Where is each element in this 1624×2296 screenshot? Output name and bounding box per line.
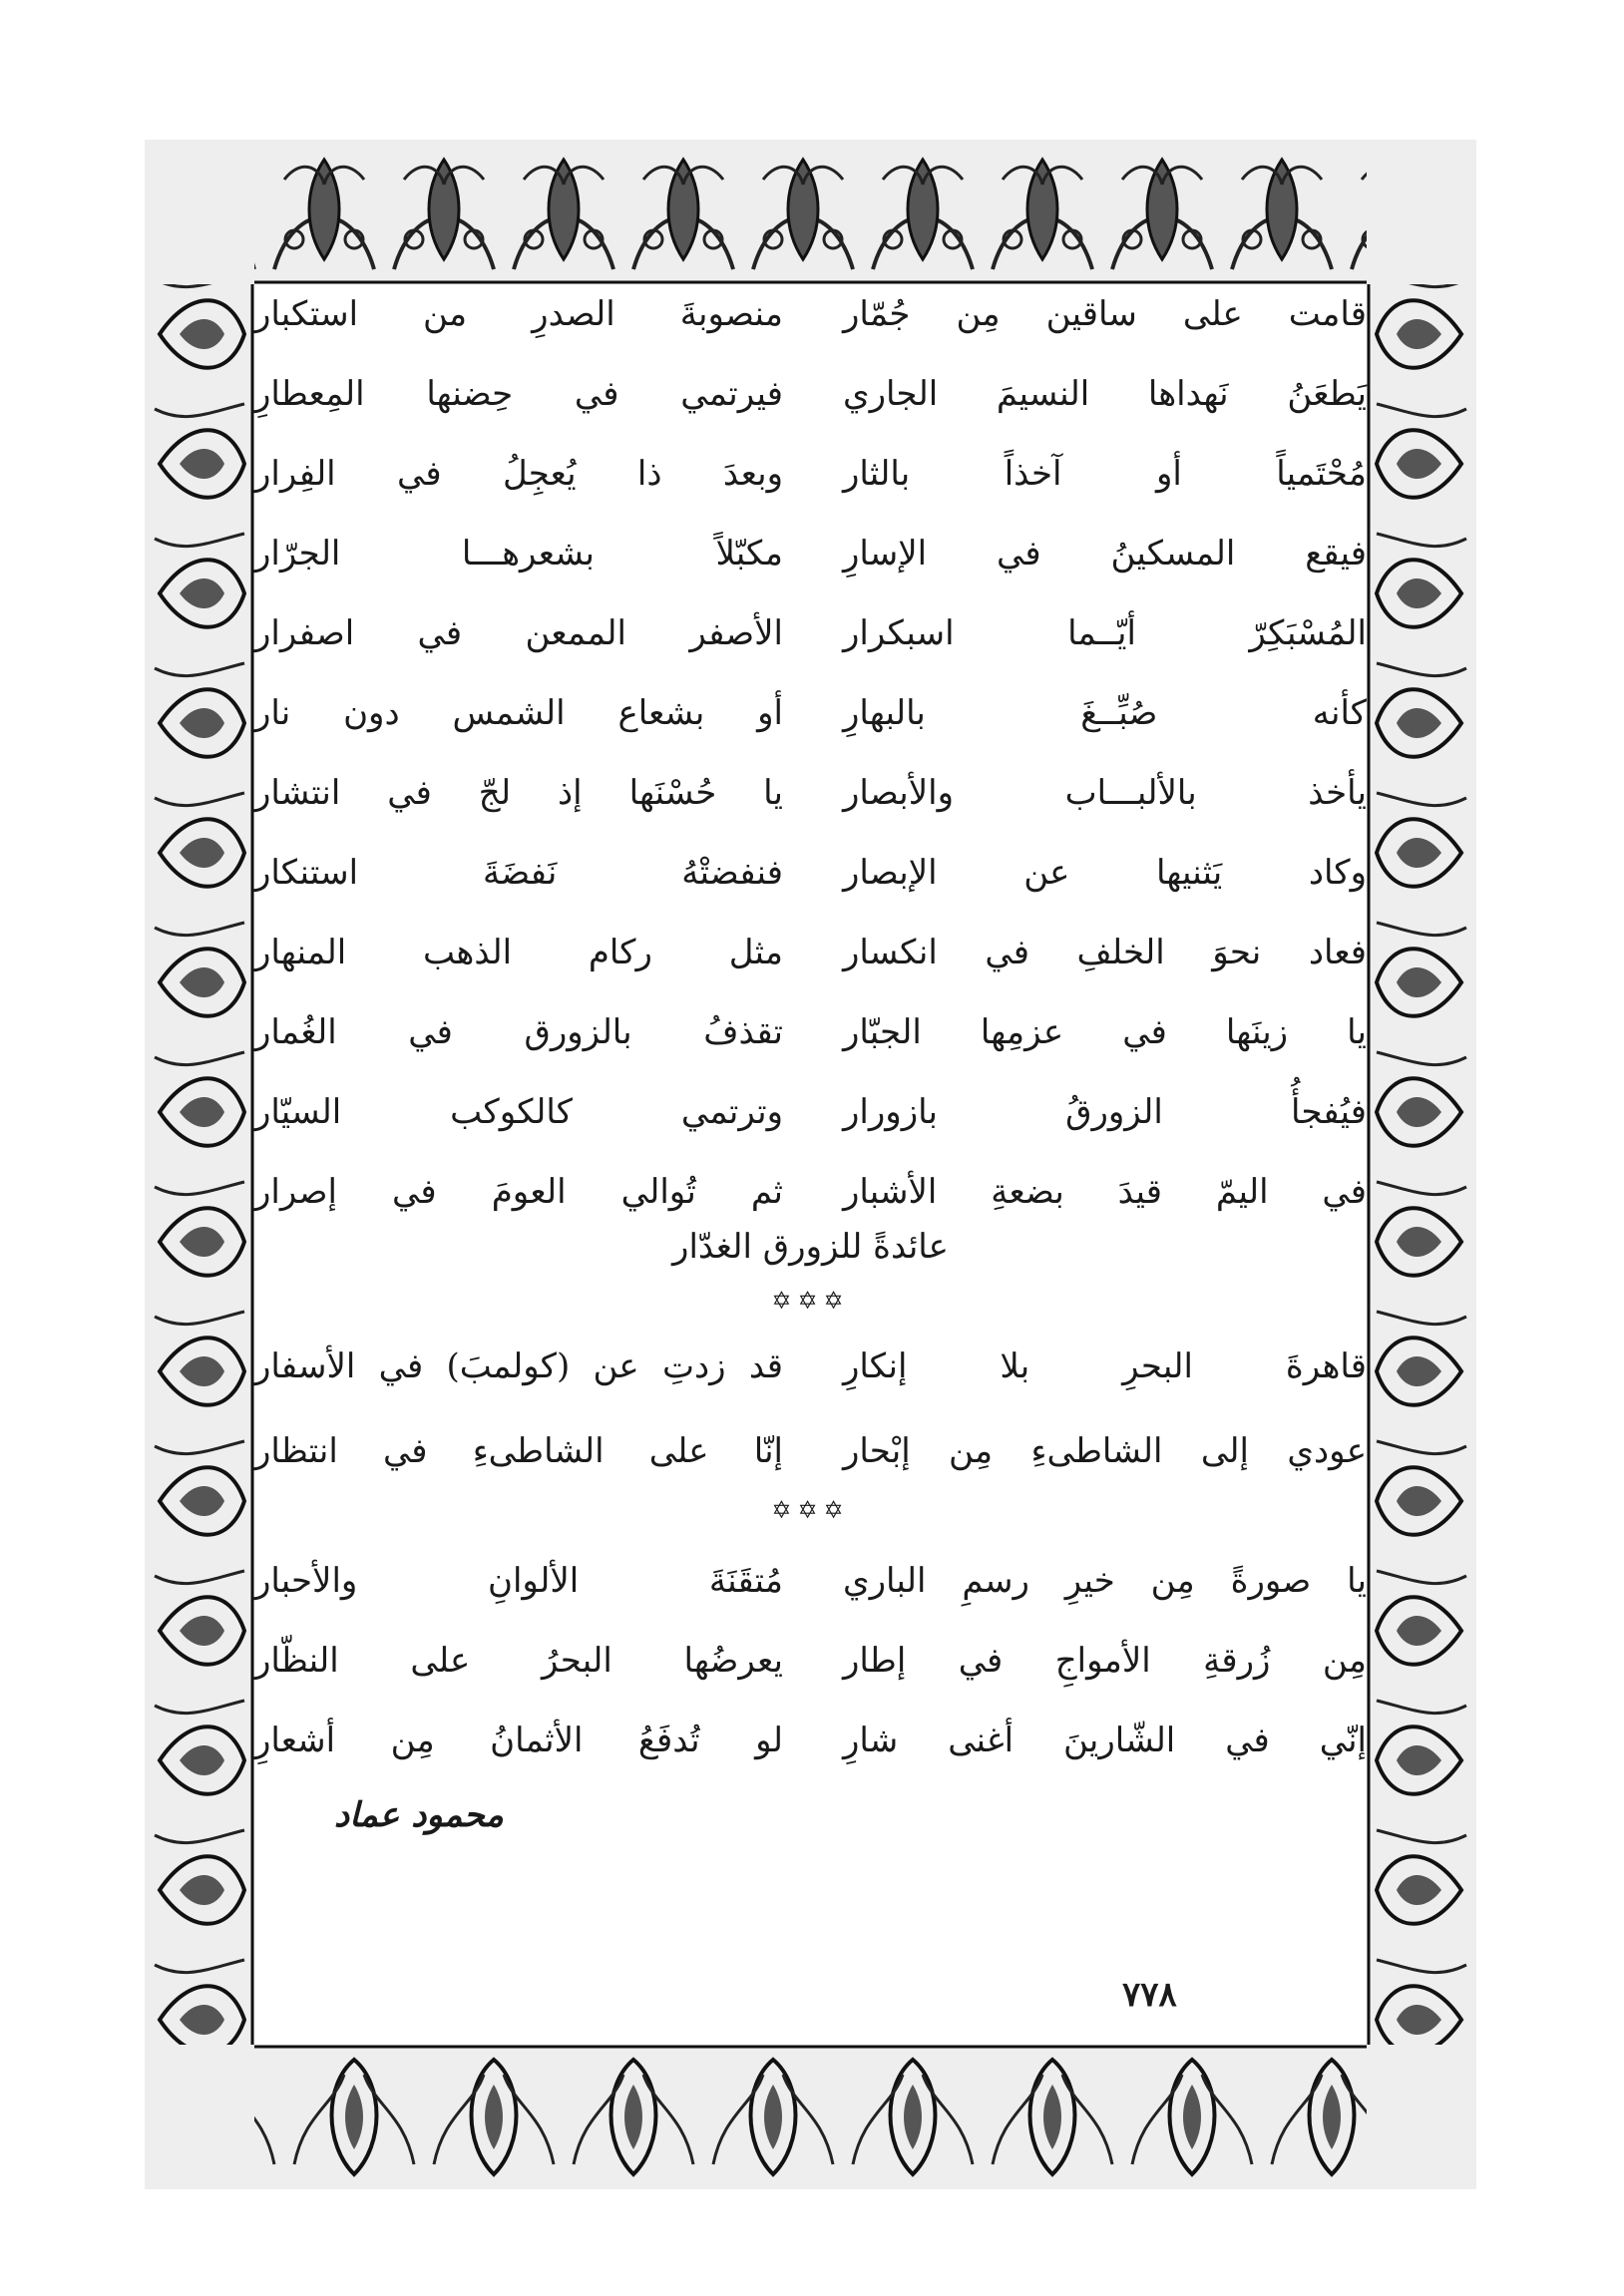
verse-first-hemistich: قاهرةَ البحرِ بلا إنكارِ xyxy=(843,1346,1367,1386)
verse-first-hemistich: فعاد نحوَ الخلفِ في انكسار xyxy=(843,933,1367,972)
verse-line xyxy=(254,1701,1367,1780)
ornamental-border-bottom xyxy=(145,2045,1476,2189)
verse-second-hemistich: لو تُدفَعُ الأثمانُ مِن أشعارِ xyxy=(254,1721,783,1760)
verse-line xyxy=(254,1541,1367,1621)
verse-second-hemistich: فنفضتْهُ نَفضَةَ استنكار xyxy=(254,853,783,893)
ornamental-border-top xyxy=(145,140,1476,284)
verse-first-hemistich: فيُفجأُ الزورقُ بازورار xyxy=(843,1092,1367,1132)
verse-second-hemistich: مكبّلاً بشعرهـــا الجرّار xyxy=(254,534,783,574)
verse-second-hemistich: يا حُسْنَها إذ لجّ في انتشار xyxy=(254,773,783,813)
verse-second-hemistich: إنّا على الشاطىءِ في انتظار xyxy=(254,1431,783,1471)
verse-first-hemistich: يا زينَها في عزمِها الجبّار xyxy=(843,1012,1367,1052)
verse-first-hemistich: كأنه صُبِّــغَ بالبهارِ xyxy=(843,693,1367,733)
verse-second-hemistich: مُتقَنَةَ الألوانِ والأحبار xyxy=(254,1561,783,1601)
star-separator: ✡✡✡ xyxy=(771,1496,850,1524)
page-number: ٧٧٨ xyxy=(1122,1975,1177,2015)
verse-second-hemistich: ثم تُوالي العومَ في إصرار xyxy=(254,1172,783,1212)
verse-second-hemistich: يعرضُها البحرُ على النظّار xyxy=(254,1641,783,1681)
verse-line xyxy=(254,753,1367,833)
verse-first-hemistich: يَطعَنُ نَهداها النسيمَ الجاري xyxy=(843,374,1367,414)
closing-line: عائدةً للزورق الغدّار xyxy=(672,1227,949,1267)
poem-text-area xyxy=(254,284,1367,2045)
verse-first-hemistich: في اليمّ قيدَ بضعةِ الأشبار xyxy=(843,1172,1367,1212)
verse-line xyxy=(254,913,1367,992)
verse-second-hemistich: أو بشعاع الشمس دون نار xyxy=(254,693,783,733)
verse-first-hemistich: قامت على ساقين مِن جُمّار xyxy=(843,294,1367,334)
verse-first-hemistich: وكاد يَثنيها عن الإبصار xyxy=(843,853,1367,893)
verse-line xyxy=(254,274,1367,354)
verse-second-hemistich: فيرتمي في حِضنها المِعطارِ xyxy=(254,374,783,414)
verse-first-hemistich: مُحْتَمياً أو آخذاً بالثار xyxy=(843,454,1367,494)
verse-line xyxy=(254,434,1367,514)
verse-first-hemistich: عودي إلى الشاطىءِ مِن إبْحار xyxy=(843,1431,1367,1471)
verse-line xyxy=(254,1621,1367,1701)
ornamental-border-right xyxy=(1367,140,1476,2189)
verse-first-hemistich: مِن زُرقةِ الأمواجِ في إطار xyxy=(843,1641,1367,1681)
verse-line xyxy=(254,514,1367,593)
verse-second-hemistich: الأصفر الممعن في اصفرار xyxy=(254,613,783,653)
verse-second-hemistich: قد زدتِ عن (كولمبَ) في الأسفار xyxy=(254,1346,783,1386)
verse-line xyxy=(254,1327,1367,1406)
verse-second-hemistich: مثل ركام الذهب المنهار xyxy=(254,933,783,972)
verse-line xyxy=(254,992,1367,1072)
verse-line xyxy=(254,833,1367,913)
verse-line xyxy=(254,354,1367,434)
verse-second-hemistich: منصوبةَ الصدرِ من استكبار xyxy=(254,294,783,334)
author-signature: محمود عماد xyxy=(334,1795,504,1835)
verse-first-hemistich: المُسْبَكِرّ أيّــما اسبكرار xyxy=(843,613,1367,653)
verse-first-hemistich: يأخذ بالألبـــاب والأبصار xyxy=(843,773,1367,813)
ornamental-border-left xyxy=(145,140,254,2189)
verse-second-hemistich: تقذفُ بالزورق في الغُمار xyxy=(254,1012,783,1052)
verse-line xyxy=(254,673,1367,753)
verse-line xyxy=(254,1072,1367,1152)
verse-line xyxy=(254,1411,1367,1491)
verse-first-hemistich: يا صورةً مِن خيرِ رسمِ الباري xyxy=(843,1561,1367,1601)
verse-first-hemistich: فيقع المسكينُ في الإسارِ xyxy=(843,534,1367,574)
verse-second-hemistich: وترتمي كالكوكب السيّار xyxy=(254,1092,783,1132)
star-separator: ✡✡✡ xyxy=(771,1287,850,1315)
verse-first-hemistich: إنّي في الشّارينَ أغنى شارِ xyxy=(843,1721,1367,1760)
verse-line xyxy=(254,593,1367,673)
verse-second-hemistich: وبعدَ ذا يُعجِلُ في الفِرار xyxy=(254,454,783,494)
